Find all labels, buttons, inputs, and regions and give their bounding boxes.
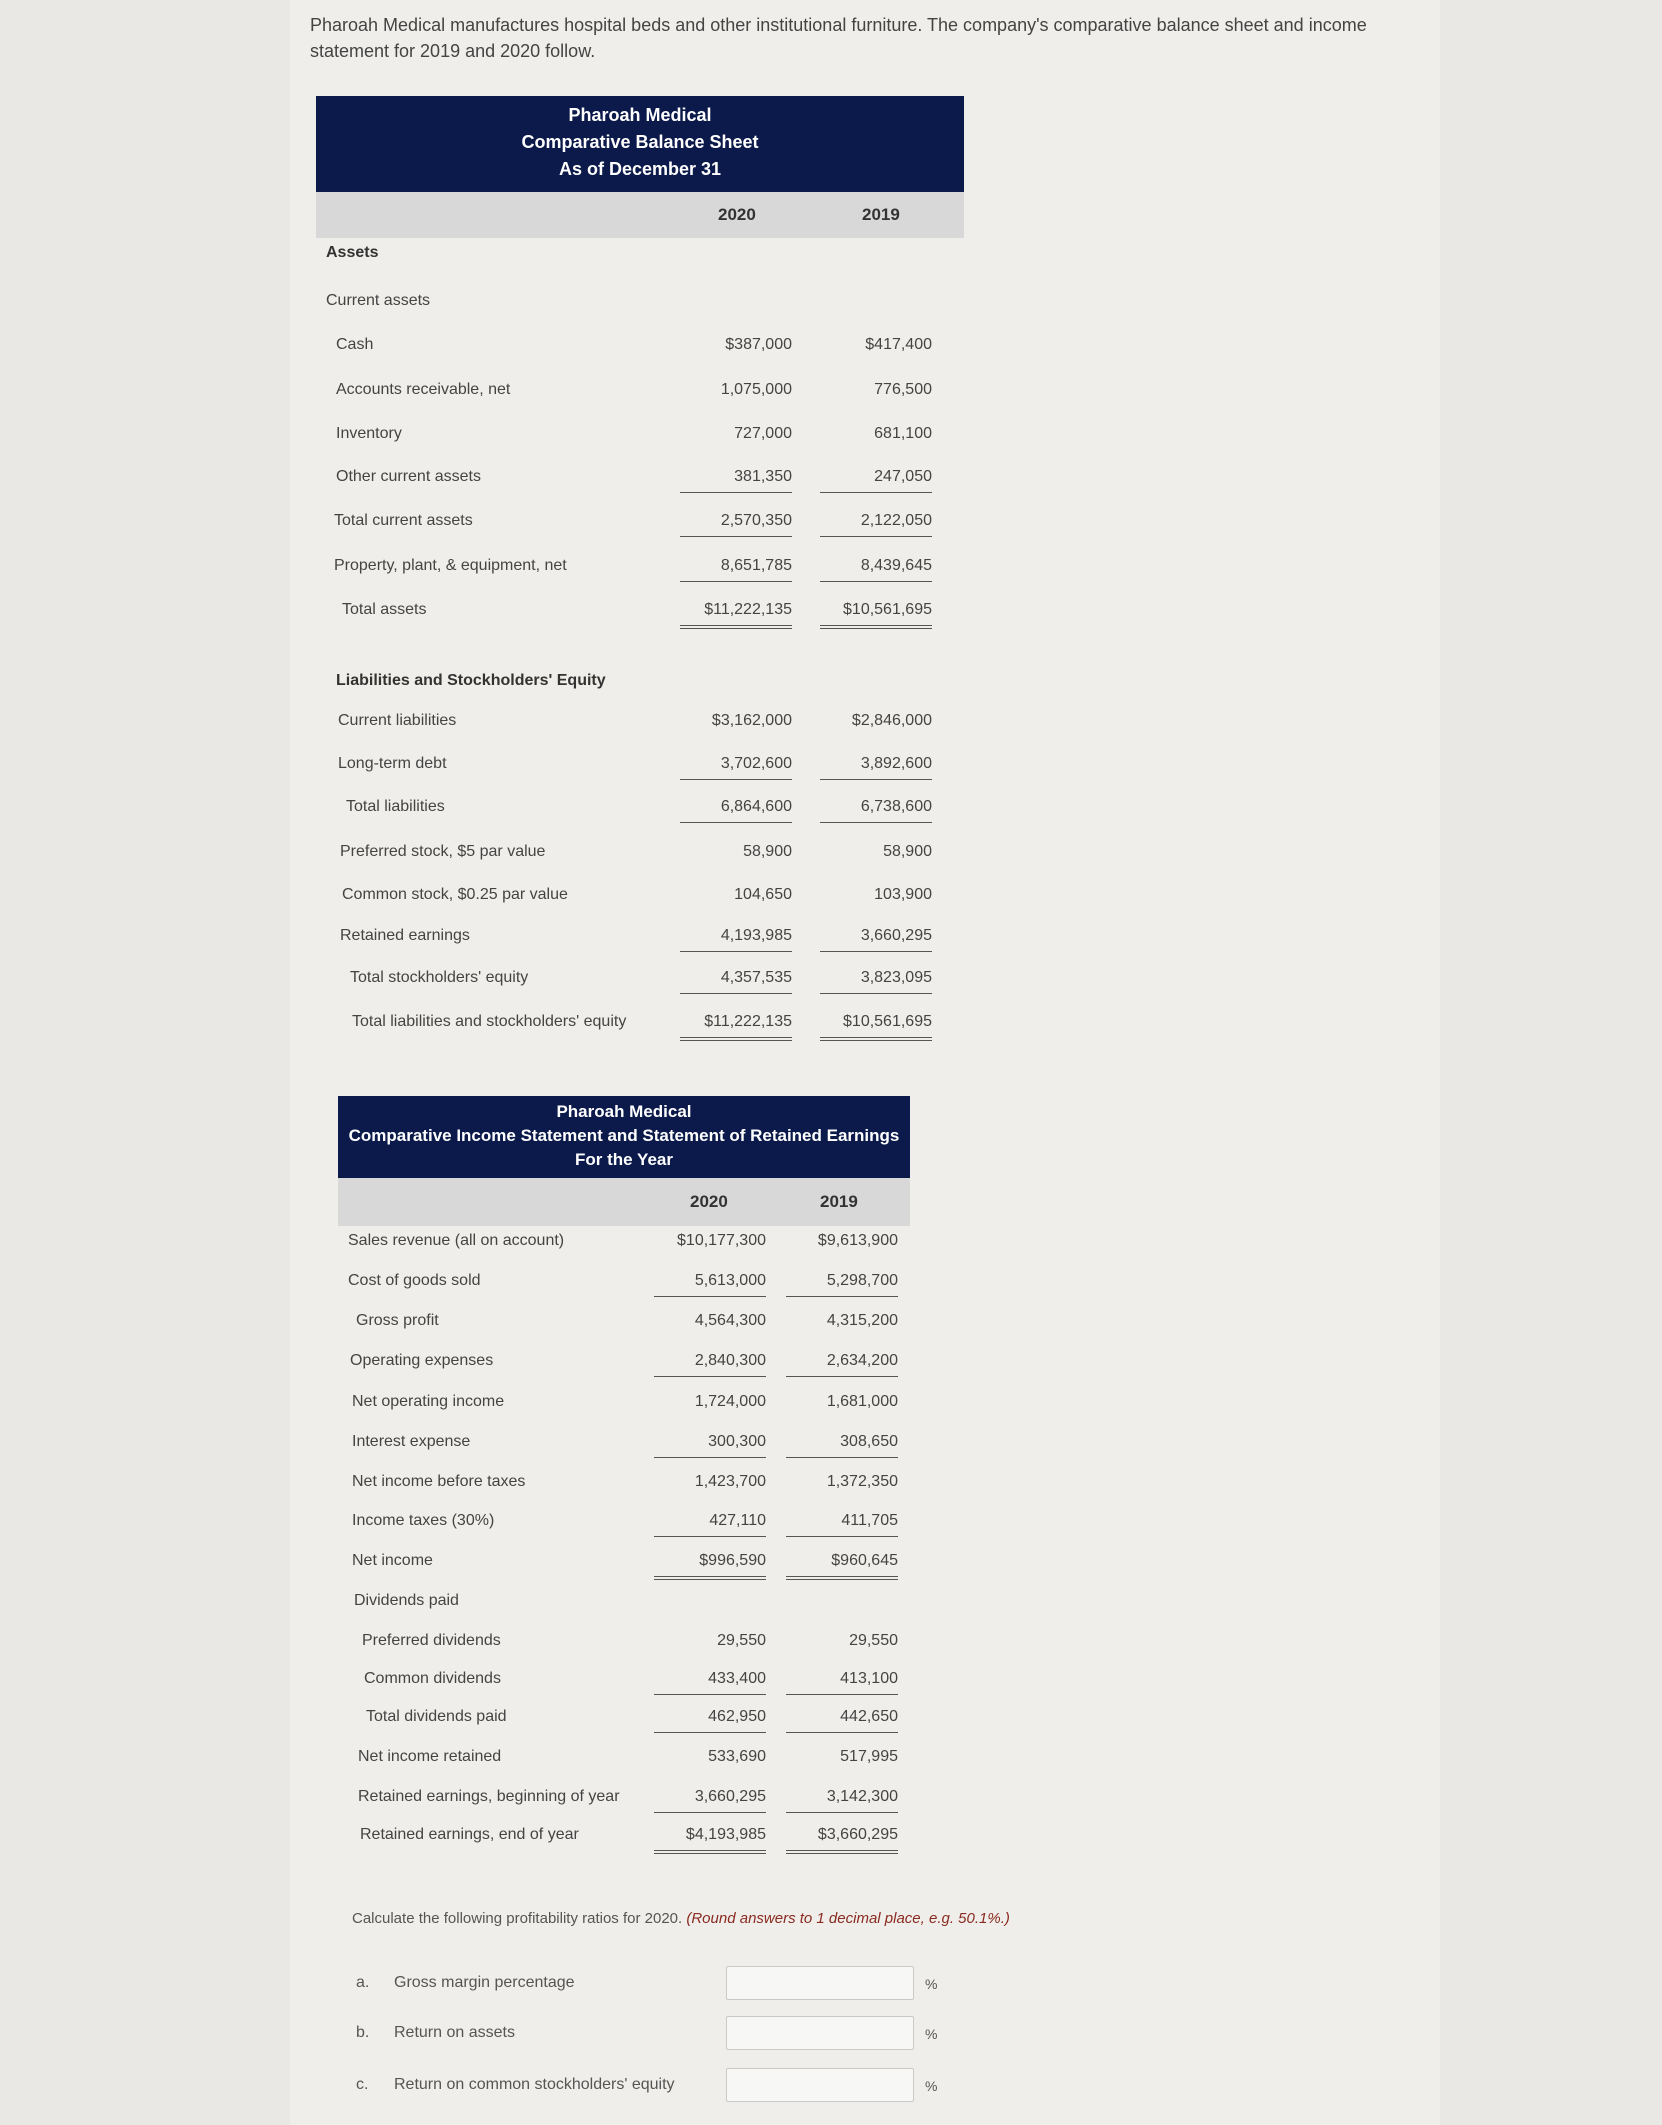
value-2020: $996,590 <box>654 1552 766 1580</box>
row-label: Total liabilities <box>346 798 445 815</box>
value-2020: 104,650 <box>734 886 792 903</box>
row-label: Total liabilities and stockholders' equity <box>352 1013 627 1030</box>
income-company-name: Pharoah Medical <box>556 1102 692 1121</box>
row-label: Retained earnings <box>340 927 470 944</box>
value-2020: 4,564,300 <box>694 1312 766 1329</box>
value-2020: 1,724,000 <box>694 1393 766 1410</box>
row-label: Net income <box>352 1552 433 1569</box>
value-2019: 442,650 <box>786 1708 898 1733</box>
intro-text: Pharoah Medical manufactures hospital beds and other institutional furniture. The company's comparative balance sheet and income statement for 2019 and 2020 follow. <box>310 15 1367 61</box>
value-2020: $387,000 <box>725 336 792 353</box>
income-statement-title: Comparative Income Statement and Statement of Retained Earnings <box>348 1126 900 1145</box>
value-2020: 1,075,000 <box>720 381 792 398</box>
percent-unit: % <box>925 2026 938 2042</box>
value-2020: $3,162,000 <box>711 712 792 729</box>
income-col-2020: 2020 <box>690 1192 728 1211</box>
question-letter: a. <box>356 1974 370 1991</box>
row-label: Net income before taxes <box>352 1473 526 1490</box>
row-label: Net income retained <box>358 1748 502 1765</box>
answer-input[interactable] <box>726 2016 914 2050</box>
value-2019: $10,561,695 <box>820 1013 932 1041</box>
value-2020: 8,651,785 <box>680 557 792 582</box>
row-label: Gross profit <box>356 1312 439 1329</box>
value-2020: $10,177,300 <box>677 1232 766 1249</box>
value-2020: 4,357,535 <box>680 969 792 994</box>
value-2019: 3,660,295 <box>820 927 932 952</box>
value-2019: 103,900 <box>874 886 932 903</box>
current-assets-heading: Current assets <box>326 292 431 309</box>
value-2020: $4,193,985 <box>654 1826 766 1854</box>
value-2019: 2,634,200 <box>786 1352 898 1377</box>
row-label: Common dividends <box>364 1670 501 1687</box>
row-label: Common stock, $0.25 par value <box>342 886 568 903</box>
row-label: Retained earnings, end of year <box>360 1826 579 1843</box>
row-label: Long-term debt <box>338 755 447 772</box>
value-2019: 5,298,700 <box>786 1272 898 1297</box>
value-2020: 300,300 <box>654 1433 766 1458</box>
row-label: Operating expenses <box>350 1352 494 1369</box>
question-label: Return on common stockholders' equity <box>394 2076 675 2093</box>
value-2020: $11,222,135 <box>680 1013 792 1041</box>
balance-sheet-title: Comparative Balance Sheet <box>521 132 759 152</box>
row-label: Accounts receivable, net <box>336 381 511 398</box>
value-2020: 58,900 <box>743 843 792 860</box>
value-2019: 2,122,050 <box>820 512 932 537</box>
assets-heading: Assets <box>326 244 379 261</box>
row-label: Total stockholders' equity <box>350 969 529 986</box>
row-label: Preferred stock, $5 par value <box>340 843 546 860</box>
question-letter: c. <box>356 2076 369 2093</box>
value-2020: 5,613,000 <box>654 1272 766 1297</box>
instructions-rounding: (Round answers to 1 decimal place, e.g. 50.1%.) <box>686 1910 1010 1927</box>
value-2019: 4,315,200 <box>826 1312 898 1329</box>
value-2019: 6,738,600 <box>820 798 932 823</box>
value-2020: 533,690 <box>708 1748 766 1765</box>
income-column-header <box>338 1178 910 1226</box>
row-label: Total assets <box>342 601 427 618</box>
balance-column-header <box>316 192 964 238</box>
value-2019: 8,439,645 <box>820 557 932 582</box>
row-label: Inventory <box>336 425 402 442</box>
value-2019: 247,050 <box>820 468 932 493</box>
balance-col-2019: 2019 <box>862 205 900 224</box>
value-2020: 2,840,300 <box>654 1352 766 1377</box>
instructions <box>352 1910 1010 1927</box>
value-2020: 427,110 <box>654 1512 766 1537</box>
value-2019: 1,681,000 <box>826 1393 898 1410</box>
row-label: Sales revenue (all on account) <box>348 1232 565 1249</box>
row-label: Total current assets <box>334 512 473 529</box>
value-2020: 1,423,700 <box>694 1473 766 1490</box>
value-2019: 413,100 <box>786 1670 898 1695</box>
value-2019: $3,660,295 <box>786 1826 898 1854</box>
balance-col-2020: 2020 <box>718 205 756 224</box>
row-label: Property, plant, & equipment, net <box>334 557 567 574</box>
income-statement-period: For the Year <box>575 1150 673 1169</box>
percent-unit: % <box>925 1976 938 1992</box>
question-letter: b. <box>356 2024 370 2041</box>
row-label: Total dividends paid <box>366 1708 507 1725</box>
value-2019: 3,823,095 <box>820 969 932 994</box>
row-label: Income taxes (30%) <box>352 1512 495 1529</box>
row-label: Cost of goods sold <box>348 1272 481 1289</box>
value-2019: 29,550 <box>849 1632 898 1649</box>
income-statement-header <box>338 1096 910 1178</box>
value-2019: 681,100 <box>874 425 932 442</box>
value-2019: $960,645 <box>786 1552 898 1580</box>
value-2019: $417,400 <box>865 336 932 353</box>
row-label: Other current assets <box>336 468 481 485</box>
value-2019: 517,995 <box>840 1748 898 1765</box>
answer-input[interactable] <box>726 2068 914 2102</box>
row-label: Cash <box>336 336 374 353</box>
value-2019: 3,892,600 <box>820 755 932 780</box>
value-2020: 462,950 <box>654 1708 766 1733</box>
value-2019: 1,372,350 <box>826 1473 898 1490</box>
instructions-text: Calculate the following profitability ratios for 2020. <box>352 1910 683 1927</box>
row-label: Dividends paid <box>354 1592 459 1609</box>
balance-sheet-header <box>316 96 964 192</box>
liabilities-heading: Liabilities and Stockholders' Equity <box>336 672 606 689</box>
value-2019: 776,500 <box>874 381 932 398</box>
value-2020: 2,570,350 <box>680 512 792 537</box>
row-label: Net operating income <box>352 1393 505 1410</box>
percent-unit: % <box>925 2078 938 2094</box>
value-2020: 3,702,600 <box>680 755 792 780</box>
row-label: Preferred dividends <box>362 1632 501 1649</box>
value-2020: 3,660,295 <box>654 1788 766 1813</box>
income-col-2019: 2019 <box>820 1192 858 1211</box>
row-label: Interest expense <box>352 1433 471 1450</box>
value-2019: $9,613,900 <box>817 1232 898 1249</box>
value-2020: 381,350 <box>680 468 792 493</box>
value-2020: 433,400 <box>654 1670 766 1695</box>
row-label: Current liabilities <box>338 712 457 729</box>
balance-company-name: Pharoah Medical <box>568 105 712 125</box>
question-label: Gross margin percentage <box>394 1974 575 1991</box>
row-label: Retained earnings, beginning of year <box>358 1788 620 1805</box>
value-2019: $10,561,695 <box>820 601 932 629</box>
balance-sheet-date: As of December 31 <box>558 159 722 179</box>
value-2020: $11,222,135 <box>680 601 792 629</box>
value-2019: 411,705 <box>786 1512 898 1537</box>
value-2020: 4,193,985 <box>680 927 792 952</box>
answer-input[interactable] <box>726 1966 914 2000</box>
value-2019: 3,142,300 <box>786 1788 898 1813</box>
value-2020: 6,864,600 <box>680 798 792 823</box>
value-2019: 58,900 <box>883 843 932 860</box>
question-label: Return on assets <box>394 2024 515 2041</box>
value-2019: 308,650 <box>786 1433 898 1458</box>
value-2019: $2,846,000 <box>851 712 932 729</box>
value-2020: 29,550 <box>717 1632 766 1649</box>
value-2020: 727,000 <box>734 425 792 442</box>
